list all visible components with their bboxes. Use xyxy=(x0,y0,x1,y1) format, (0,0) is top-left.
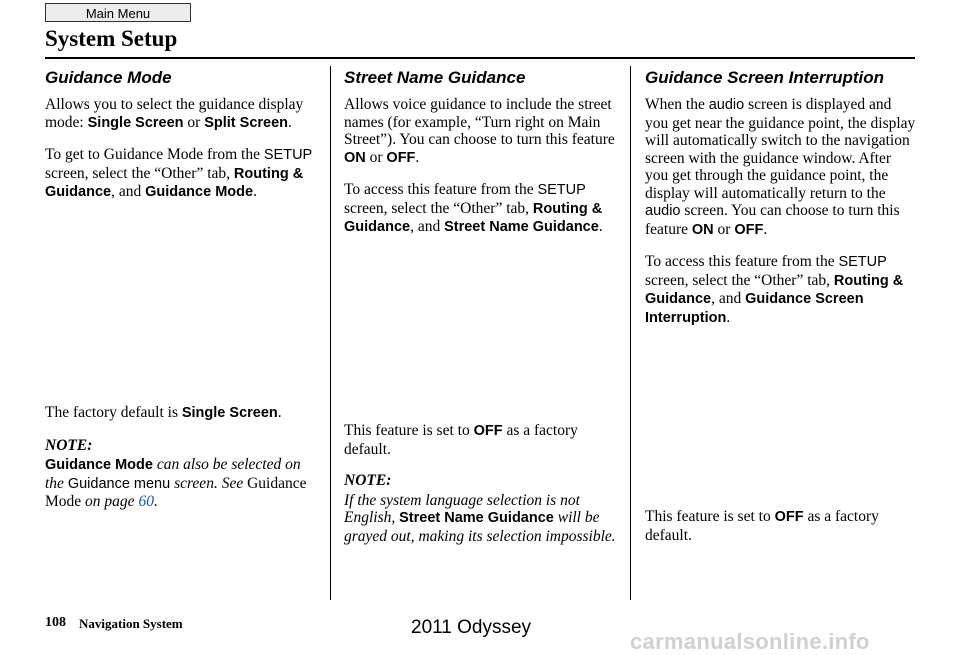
guidance-screen-interruption-label: Guidance Screen Interruption xyxy=(645,291,864,326)
site-watermark: carmanualsonline.info xyxy=(630,629,870,654)
text: . xyxy=(726,308,731,326)
text: To access this feature from the xyxy=(344,181,538,198)
text: screen is displayed and you get near the guidance point, the display will automatically switch to the navigation screen with the guidance window. After you get through the guidance point, the display will automatically return to the xyxy=(645,96,916,202)
routing-guidance-label: Routing & Guidance xyxy=(344,200,603,235)
footer-title: Navigation System xyxy=(79,616,183,631)
street-name-column xyxy=(344,68,616,251)
title-divider xyxy=(45,57,915,59)
guidance-mode-label: Guidance Mode xyxy=(145,184,254,200)
note-label xyxy=(45,437,317,455)
text: Guidance Mode xyxy=(45,474,307,510)
text: . xyxy=(598,218,603,235)
text: will be grayed out, making its selection impossible. xyxy=(344,509,616,545)
text: If the system language selection is not English, xyxy=(344,491,580,526)
text: as a factory default. xyxy=(645,508,879,544)
text: To access this feature from the xyxy=(645,253,839,270)
text: This feature is set to xyxy=(344,422,474,439)
note-label xyxy=(344,472,616,490)
street-name-default xyxy=(344,422,616,458)
text: Allows you to select the guidance display mode: xyxy=(45,96,304,131)
setup-label: SETUP xyxy=(263,147,313,163)
default-value: Single Screen xyxy=(181,405,278,421)
text: . xyxy=(153,493,158,510)
guidance-mode-default-block xyxy=(45,404,317,511)
text: or xyxy=(713,220,735,238)
street-name-intro xyxy=(344,96,616,167)
page-title: System Setup xyxy=(45,26,178,51)
guidance-mode-label: Guidance Mode xyxy=(45,457,153,473)
guidance-interruption-intro xyxy=(645,96,917,239)
audio-label: audio xyxy=(708,97,745,113)
default-value: OFF xyxy=(473,423,503,439)
text: . xyxy=(415,148,420,166)
text: . xyxy=(288,113,292,131)
option-off: OFF xyxy=(734,221,764,238)
text: , and xyxy=(111,183,146,200)
text: When the xyxy=(645,96,709,113)
text: or xyxy=(365,148,387,166)
routing-guidance-label: Routing & Guidance xyxy=(645,272,904,307)
note-label-text: NOTE: xyxy=(344,472,392,489)
column-divider-2 xyxy=(630,66,631,600)
street-name-access xyxy=(344,181,616,237)
street-name-guidance-label: Street Name Guidance xyxy=(444,219,599,235)
street-name-heading: Street Name Guidance xyxy=(344,68,526,87)
audio-label: audio xyxy=(645,203,681,219)
text: This feature is set to xyxy=(645,508,775,525)
setup-label: SETUP xyxy=(537,182,586,198)
text: screen, select the “Other” tab, xyxy=(45,164,234,182)
text: . xyxy=(277,404,282,421)
routing-guidance-label: Routing & Guidance xyxy=(45,165,304,200)
guidance-mode-default xyxy=(45,404,317,423)
default-value: OFF xyxy=(774,509,804,525)
text: screen. See xyxy=(170,474,248,492)
text: The factory default is xyxy=(45,404,182,421)
text: , and xyxy=(410,218,445,235)
street-name-guidance-label: Street Name Guidance xyxy=(399,510,554,526)
option-off: OFF xyxy=(386,149,416,166)
text: or xyxy=(183,113,205,131)
guidance-interruption-heading: Guidance Screen Interruption xyxy=(645,68,884,87)
option-single-screen: Single Screen xyxy=(87,114,184,131)
main-menu-button[interactable]: Main Menu xyxy=(45,3,191,22)
guidance-interruption-default xyxy=(645,508,917,544)
guidance-mode-intro xyxy=(45,96,317,132)
text: can also be selected on the xyxy=(45,456,301,492)
text: screen. You can choose to turn this feature xyxy=(645,202,900,238)
guidance-mode-column xyxy=(45,68,317,216)
text: . xyxy=(763,220,768,238)
text: on page xyxy=(81,493,139,510)
model-watermark: 2011 Odyssey xyxy=(411,617,532,638)
note-label-text: NOTE: xyxy=(45,436,93,454)
text: , and xyxy=(711,290,746,307)
setup-label: SETUP xyxy=(838,254,887,270)
text: screen, select the “Other” tab, xyxy=(645,271,834,289)
option-split-screen: Split Screen xyxy=(204,114,289,131)
text: screen, select the “Other” tab, xyxy=(344,199,533,217)
text: Allows voice guidance to include the street names (for example, “Turn right on Main Street”). You can choose to turn this feature xyxy=(344,96,615,148)
page-link[interactable]: 60 xyxy=(138,493,154,510)
text: To get to Guidance Mode from the xyxy=(45,146,264,163)
guidance-interruption-default-block xyxy=(645,508,917,558)
guidance-mode-heading: Guidance Mode xyxy=(45,68,172,87)
guidance-interruption-access xyxy=(645,253,917,327)
page-number: 108 xyxy=(45,615,66,630)
guidance-interruption-column xyxy=(645,68,917,341)
guidance-mode-access xyxy=(45,146,317,202)
column-divider-1 xyxy=(330,66,331,600)
street-name-default-block xyxy=(344,422,616,545)
guidance-mode-note xyxy=(45,456,317,511)
street-name-note xyxy=(344,492,616,546)
option-on: ON xyxy=(691,221,714,238)
text: as a factory default. xyxy=(344,422,578,458)
guidance-menu-label: Guidance menu xyxy=(67,475,171,492)
option-on: ON xyxy=(344,149,366,166)
text: . xyxy=(253,183,257,200)
